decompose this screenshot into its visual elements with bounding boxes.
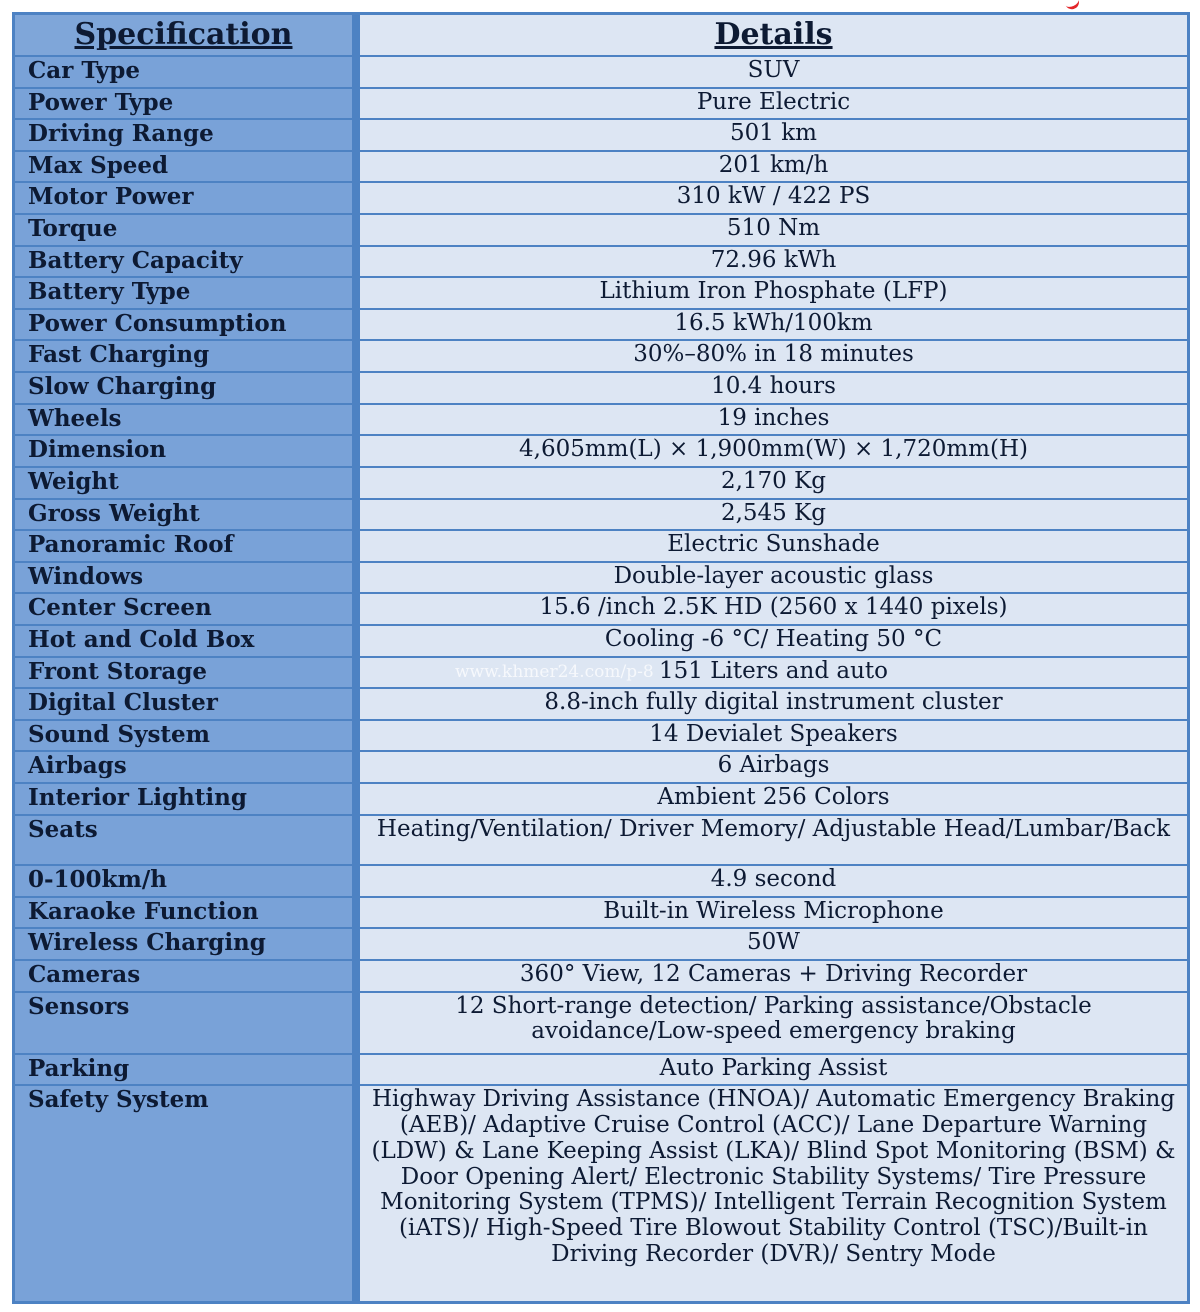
table-row: [15, 403, 1187, 435]
table-row: [15, 782, 1187, 814]
spec-label: Weight: [15, 466, 360, 498]
table-row: [15, 276, 1187, 308]
table-row: [15, 118, 1187, 150]
spec-label: Karaoke Function: [15, 896, 360, 928]
table-row: [15, 927, 1187, 959]
table-row: [15, 624, 1187, 656]
spec-label: Windows: [15, 561, 360, 593]
spec-value: 19 inches: [360, 403, 1187, 435]
table-row: [15, 213, 1187, 245]
table-row: [15, 150, 1187, 182]
spec-label: Safety System: [15, 1084, 360, 1301]
spec-label: Torque: [15, 213, 360, 245]
spec-value: SUV: [360, 55, 1187, 87]
watermark-text: www.khmer24.com/p-8: [455, 662, 654, 682]
table-row: [15, 719, 1187, 751]
spec-value: 510 Nm: [360, 213, 1187, 245]
spec-label: Interior Lighting: [15, 782, 360, 814]
spec-label: Dimension: [15, 434, 360, 466]
spec-value: 10.4 hours: [360, 371, 1187, 403]
spec-label: Wireless Charging: [15, 927, 360, 959]
spec-value: Double-layer acoustic glass: [360, 561, 1187, 593]
table-row: [15, 959, 1187, 991]
spec-label: Digital Cluster: [15, 687, 360, 719]
table-row: [15, 991, 1187, 1053]
spec-label: Hot and Cold Box: [15, 624, 360, 656]
spec-value: 4,605mm(L) × 1,900mm(W) × 1,720mm(H): [360, 434, 1187, 466]
spec-value: Ambient 256 Colors: [360, 782, 1187, 814]
column-header-details: Details: [360, 15, 1187, 55]
table-row: [15, 87, 1187, 119]
spec-label: Power Type: [15, 87, 360, 119]
spec-label: Panoramic Roof: [15, 529, 360, 561]
table-row: [15, 656, 1187, 688]
spec-value: 72.96 kWh: [360, 245, 1187, 277]
spec-label: Gross Weight: [15, 498, 360, 530]
spec-label: Seats: [15, 814, 360, 865]
table-row: [15, 245, 1187, 277]
spec-label: Car Type: [15, 55, 360, 87]
column-header-specification: Specification: [15, 15, 360, 55]
table-row: [15, 308, 1187, 340]
spec-value: 50W: [360, 927, 1187, 959]
table-row: [15, 592, 1187, 624]
table-row: [15, 864, 1187, 896]
table-row: [15, 896, 1187, 928]
spec-label: 0-100km/h: [15, 864, 360, 896]
spec-value: 501 km: [360, 118, 1187, 150]
table-row: [15, 687, 1187, 719]
spec-label: Wheels: [15, 403, 360, 435]
spec-value: 6 Airbags: [360, 750, 1187, 782]
spec-value: 16.5 kWh/100km: [360, 308, 1187, 340]
table-row: [15, 339, 1187, 371]
spec-value: 15.6 /inch 2.5K HD (2560 x 1440 pixels): [360, 592, 1187, 624]
spec-label: Slow Charging: [15, 371, 360, 403]
table-row: [15, 371, 1187, 403]
spec-label: Center Screen: [15, 592, 360, 624]
spec-value: Built-in Wireless Microphone: [360, 896, 1187, 928]
corner-mark-decoration: [1065, 0, 1081, 12]
spec-value: 2,545 Kg: [360, 498, 1187, 530]
spec-label: Power Consumption: [15, 308, 360, 340]
table-row: [15, 750, 1187, 782]
spec-label: Parking: [15, 1053, 360, 1085]
spec-label: Sound System: [15, 719, 360, 751]
spec-label: Motor Power: [15, 181, 360, 213]
spec-value: 14 Devialet Speakers: [360, 719, 1187, 751]
table-row: [15, 466, 1187, 498]
spec-value: 12 Short-range detection/ Parking assistance/Obstacle avoidance/Low-speed emergency braking: [360, 991, 1187, 1053]
spec-label: Driving Range: [15, 118, 360, 150]
table-row: [15, 55, 1187, 87]
spec-value: 360° View, 12 Cameras + Driving Recorder: [360, 959, 1187, 991]
spec-value: Electric Sunshade: [360, 529, 1187, 561]
spec-value: Auto Parking Assist: [360, 1053, 1187, 1085]
table-row: [15, 1053, 1187, 1085]
spec-label: Cameras: [15, 959, 360, 991]
spec-value: 2,170 Kg: [360, 466, 1187, 498]
table-row: [15, 529, 1187, 561]
spec-table: [15, 15, 1187, 1301]
spec-value: Pure Electric: [360, 87, 1187, 119]
spec-label: Airbags: [15, 750, 360, 782]
spec-value: Lithium Iron Phosphate (LFP): [360, 276, 1187, 308]
spec-value: 201 km/h: [360, 150, 1187, 182]
table-row: [15, 561, 1187, 593]
spec-label: Battery Capacity: [15, 245, 360, 277]
spec-value: 310 kW / 422 PS: [360, 181, 1187, 213]
spec-label: Front Storage: [15, 656, 360, 688]
spec-value: 151 Liters and auto: [360, 656, 1187, 688]
spec-value: Cooling -6 °C/ Heating 50 °C: [360, 624, 1187, 656]
spec-label: Battery Type: [15, 276, 360, 308]
spec-label: Sensors: [15, 991, 360, 1053]
spec-value: 4.9 second: [360, 864, 1187, 896]
spec-label: Max Speed: [15, 150, 360, 182]
table-row: [15, 1084, 1187, 1301]
spec-value: Heating/Ventilation/ Driver Memory/ Adjustable Head/Lumbar/Back: [360, 814, 1187, 865]
table-row: [15, 814, 1187, 865]
table-row: [15, 498, 1187, 530]
spec-label: Fast Charging: [15, 339, 360, 371]
spec-value: 8.8-inch fully digital instrument cluster: [360, 687, 1187, 719]
spec-value: 30%–80% in 18 minutes: [360, 339, 1187, 371]
table-row: [15, 434, 1187, 466]
table-row: [15, 181, 1187, 213]
table-header-row: [15, 15, 1187, 55]
spec-table-container: [12, 12, 1190, 1304]
spec-value: Highway Driving Assistance (HNOA)/ Automatic Emergency Braking (AEB)/ Adaptive Cruise Control (ACC)/ Lane Departure Warning (LDW) & Lane Keeping Assist (LKA)/ Blind Spot Monitoring (BSM) & Door Opening Alert/ Electronic Stability Systems/ Tire Pressure Monitoring System (TPMS)/ Intelligent Terrain Recognition System (iATS)/ High-Speed Tire Blowout Stability Control (TSC)/Built-in Driving Recorder (DVR)/ Sentry Mode: [360, 1084, 1187, 1301]
